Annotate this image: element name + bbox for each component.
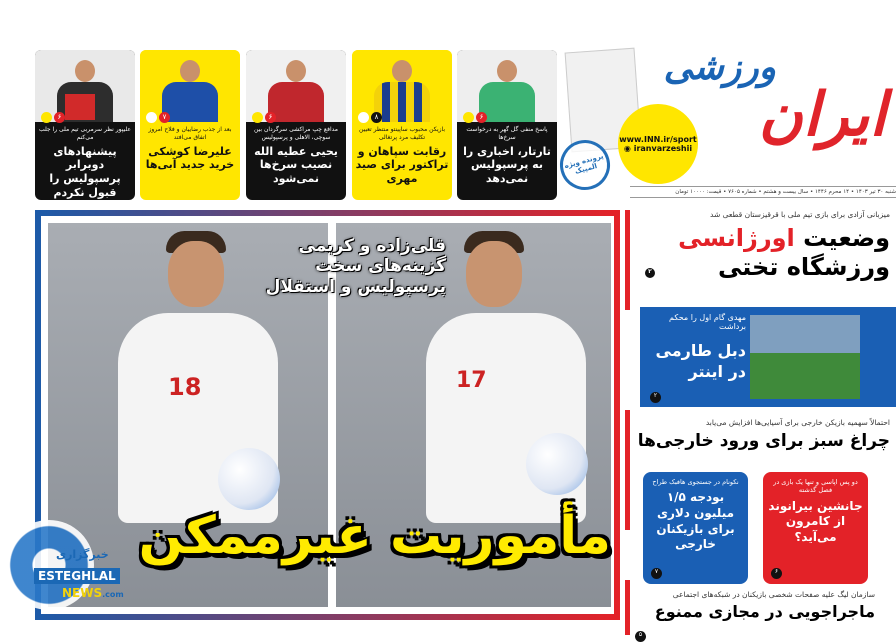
- main-headline: مأموریت غیرممکن: [138, 506, 611, 566]
- story-title: ماجراجویی در مجازی ممنوع: [654, 602, 875, 621]
- story-kicker: نکونام در جستجوی هافبک طراح: [652, 478, 739, 486]
- logo-main: ایران: [758, 80, 886, 150]
- page-badge: ۶: [54, 112, 65, 123]
- social-icon: ◉: [623, 144, 631, 153]
- watermark-logo: [4, 520, 134, 610]
- teaser-title: تارتار، اخباری را به پرسپولیس نمی‌دهد: [463, 144, 551, 186]
- page-badge: ۵: [635, 631, 646, 642]
- story-social-media[interactable]: [635, 590, 875, 642]
- teaser-kicker: بازیکن محبوب ساپینتو منتظر تعیین تکلیف مرد پرتغالی: [358, 126, 446, 141]
- shirt-number: 17: [456, 368, 487, 393]
- story-foreigners[interactable]: [635, 418, 890, 451]
- page-badge: ۸: [371, 112, 382, 123]
- teaser-card[interactable]: [352, 50, 452, 200]
- teaser-title: پیشنهادهای دوبرابر پرسپولیس را قبول نکردم: [49, 144, 121, 199]
- masthead: [560, 40, 896, 190]
- arrow-icon: [252, 112, 263, 123]
- story-taremi[interactable]: [640, 307, 896, 407]
- ball-image: [218, 448, 280, 510]
- watermark-news: NEWS: [62, 586, 103, 600]
- divider: [625, 410, 630, 530]
- watermark-domain: .com: [102, 590, 124, 599]
- watermark-fa: خبرگزاری: [56, 548, 109, 561]
- arrow-icon: [146, 112, 157, 123]
- logo-sub: ورزشی: [663, 46, 776, 88]
- website-link[interactable]: www.INN.ir/sport: [619, 135, 697, 144]
- teaser-card[interactable]: [140, 50, 240, 200]
- story-budget[interactable]: [643, 472, 748, 584]
- divider: [625, 580, 630, 635]
- website-badge[interactable]: [618, 104, 698, 184]
- page-badge: ۲: [650, 392, 661, 403]
- teaser-kicker: علیپور نظر سرمربی تیم ملی را جلب می‌کنم: [39, 126, 131, 141]
- teaser-title: رقابت سپاهان و تراکتور برای صید مهری: [355, 144, 449, 186]
- page-badge: ۶: [265, 112, 276, 123]
- teaser-kicker: پاسخ منفی گل گهر به درخواست سرخ‌ها: [466, 126, 548, 141]
- story-title: وضعیت اورژانسی: [678, 224, 890, 252]
- ball-image: [526, 433, 588, 495]
- social-handle[interactable]: iranvarzeshii: [633, 144, 693, 153]
- teaser-card[interactable]: [35, 50, 135, 200]
- right-column: [625, 210, 896, 640]
- arrow-icon: [358, 112, 369, 123]
- dateline: شنبه ۳۰ تیر ۱۴۰۳ • ۱۴ محرم ۱۴۴۶ • سال بیست و هشتم • شماره ۷۶۰۵ • قیمت: ۱۰۰۰۰ تومان: [630, 186, 896, 198]
- story-title: چراغ سبز برای ورود خارجی‌ها: [637, 431, 890, 451]
- story-kicker: مهدی گام اول را محکم برداشت: [669, 313, 746, 331]
- teaser-card[interactable]: [246, 50, 346, 200]
- story-title: بودجه ۱/۵ میلیون دلاری برای بازیکنان خارجی: [656, 490, 735, 552]
- story-kicker: میزبانی آزادی برای بازی تیم ملی با قرقیزستان قطعی شد: [710, 210, 890, 219]
- story-title: دبل طارمی در اینتر: [655, 341, 746, 381]
- teaser-kicker: بعد از جذب رضاییان و فلاح امروز اتفاق می‌افتد: [148, 126, 232, 141]
- story-kicker: احتمالاً سهمیه بازیکن خارجی برای آسیایی‌ها افزایش می‌یابد: [705, 418, 890, 427]
- divider: [625, 210, 630, 310]
- teaser-title: یحیی عطیه الله نصیب سرخ‌ها نمی‌شود: [254, 144, 338, 186]
- story-kicker: سازمان لیگ علیه صفحات شخصی بازیکنان در شبکه‌های اجتماعی: [672, 590, 875, 599]
- sub-headline: قلی‌زاده و کریمی گزینه‌های سخت پرسپولیس و استقلال: [265, 236, 446, 297]
- taremi-photo: [750, 315, 860, 399]
- story-beiranvand[interactable]: [763, 472, 868, 584]
- story-takhti[interactable]: [635, 210, 890, 282]
- teaser-kicker: مدافع چپ مراکشی سرگردان بین سوچی، الاهلی و پرسپولیس: [253, 126, 339, 141]
- page-badge: ۷: [651, 568, 662, 579]
- arrow-icon: [41, 112, 52, 123]
- page-badge: ۶: [771, 568, 782, 579]
- story-kicker: دو پس اپاسی و تنها یک بازی در فصل گذشته: [773, 478, 858, 495]
- shirt-number: 18: [168, 373, 202, 401]
- teaser-title: علیرضا کوشکی خرید جدید آبی‌ها: [145, 144, 235, 172]
- page-badge: ۷: [159, 112, 170, 123]
- page-badge: ۲: [645, 268, 655, 278]
- story-title: جانشین بیرانوند از کامرون می‌آید؟: [768, 498, 863, 545]
- teaser-card[interactable]: [457, 50, 557, 200]
- arrow-icon: [463, 112, 474, 123]
- page-badge: ۶: [476, 112, 487, 123]
- olympic-stamp: پرونده ویژه المپیک: [554, 134, 615, 195]
- story-title-line2: ورزشگاه تختی ۲: [635, 253, 890, 282]
- watermark-brand: ESTEGHLAL: [34, 568, 120, 584]
